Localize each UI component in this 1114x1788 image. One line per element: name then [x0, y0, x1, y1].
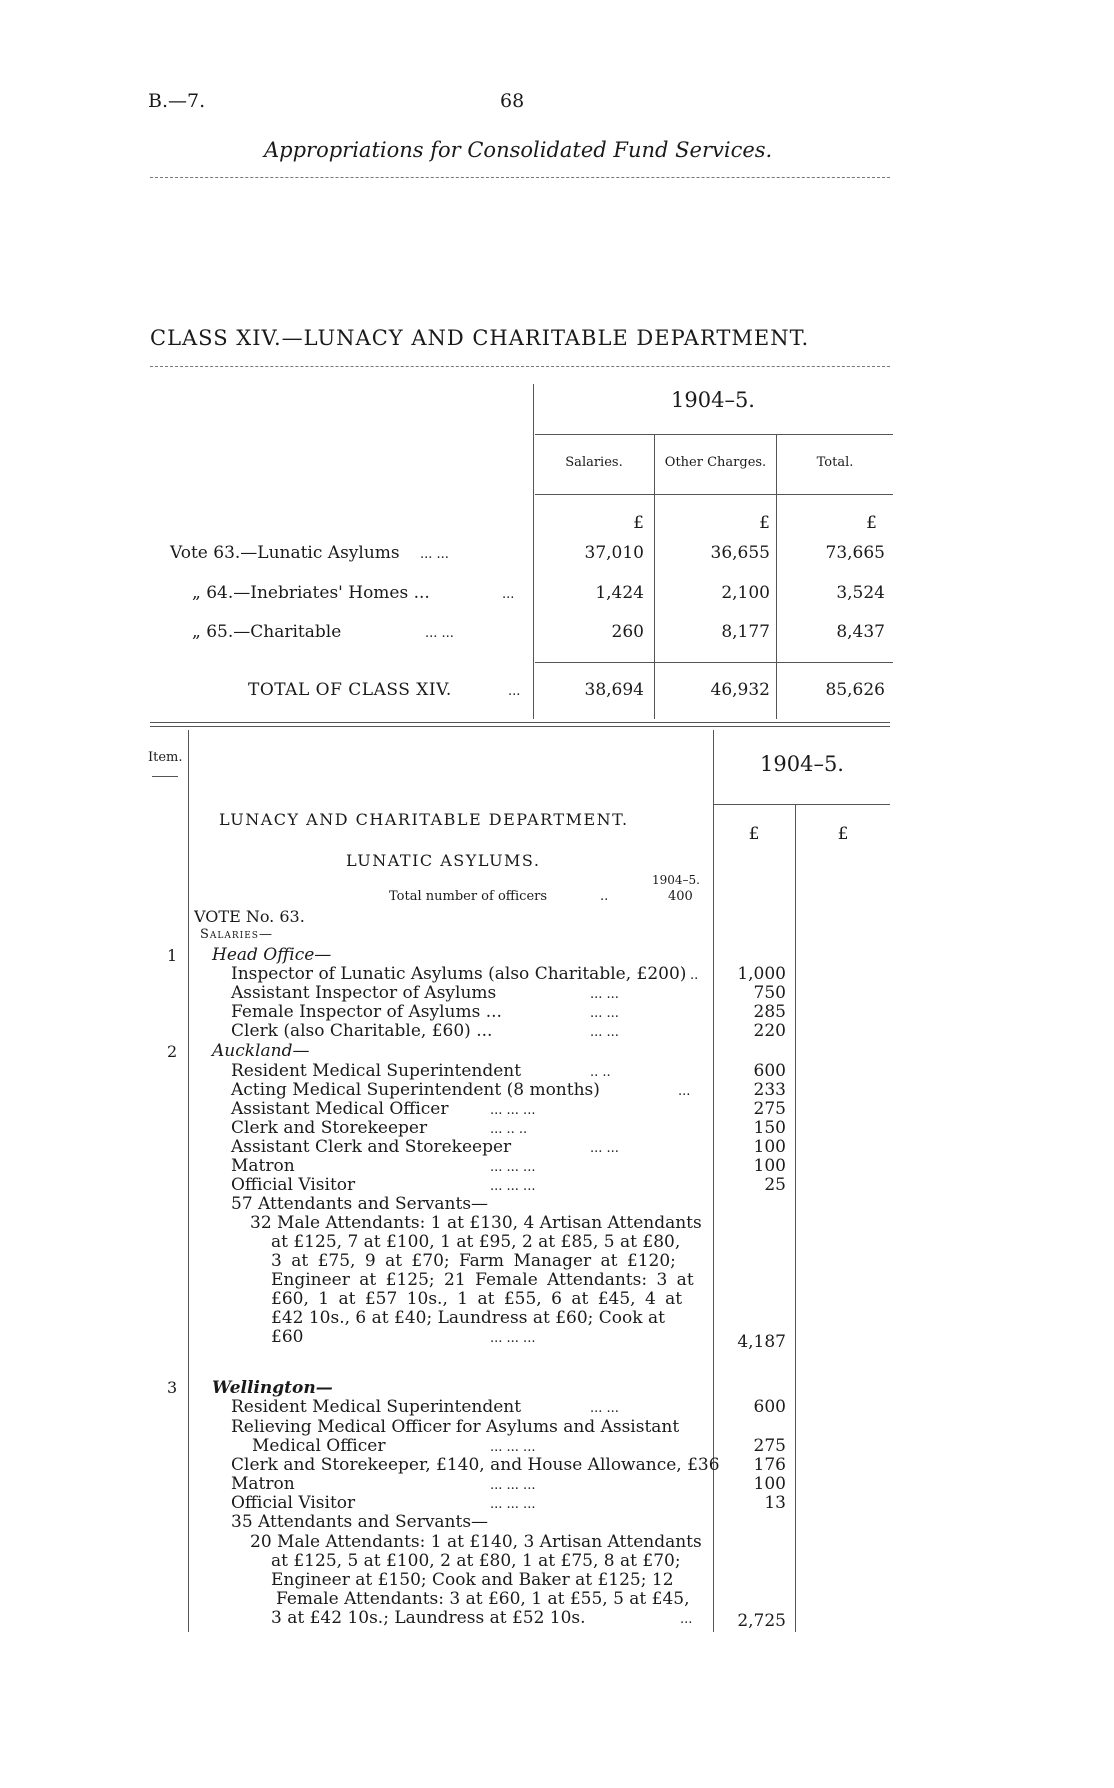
line-amount: 750 — [753, 983, 786, 1003]
group-heading: 35 Attendants and Servants— — [231, 1512, 489, 1532]
line-leader: ... ... ... — [490, 1478, 536, 1493]
line-text: Official Visitor — [231, 1175, 356, 1195]
summary-row-label: Vote 63.—Lunatic Asylums — [170, 543, 400, 563]
summary-total-other: 46,932 — [710, 680, 770, 700]
summary-row-leader: ... ... — [425, 626, 454, 641]
line-amount: 13 — [764, 1493, 786, 1513]
salaries-heading: Salaries— — [200, 927, 273, 942]
line-text: Relieving Medical Officer for Asylums and Assistant — [231, 1417, 680, 1437]
item-name: Auckland— — [212, 1041, 310, 1061]
item-name: Wellington— — [212, 1378, 333, 1398]
line-leader: ... ... ... — [490, 1103, 536, 1118]
group-heading: 57 Attendants and Servants— — [231, 1194, 489, 1214]
document-reference: B.—7. — [148, 90, 206, 112]
col-header-salaries: Salaries. — [565, 455, 623, 470]
currency-total: £ — [866, 513, 877, 533]
para-line: Engineer at £125; 21 Female Attendants: 3 at — [271, 1270, 694, 1290]
summary-total-label: TOTAL OF CLASS XIV. — [248, 680, 452, 700]
item-column-divider — [188, 730, 189, 1632]
line-leader: ... ... — [590, 987, 619, 1002]
line-text: Assistant Inspector of Asylums — [231, 983, 497, 1003]
line-leader: .. — [690, 968, 699, 983]
summary-year-rule — [535, 434, 893, 435]
line-leader: ... ... ... — [490, 1160, 536, 1175]
line-amount: 2,725 — [737, 1611, 786, 1631]
line-leader: ... ... ... — [490, 1497, 536, 1512]
section-rule-top — [150, 722, 890, 723]
summary-total-total: 85,626 — [825, 680, 885, 700]
line-text: Medical Officer — [252, 1436, 386, 1456]
summary-value-salaries: 260 — [611, 622, 644, 642]
line-amount: 100 — [753, 1156, 786, 1176]
line-amount: 150 — [753, 1118, 786, 1138]
summary-value-other: 2,100 — [721, 583, 770, 603]
line-text: Clerk (also Charitable, £60) ... — [231, 1021, 493, 1041]
detail-year: 1904–5. — [760, 752, 844, 776]
summary-row-label: „ 65.—Charitable — [192, 622, 342, 642]
col-header-total: Total. — [816, 455, 854, 470]
summary-year: 1904–5. — [671, 388, 755, 412]
para-line: Female Attendants: 3 at £60, 1 at £55, 5 at £45, — [276, 1589, 690, 1609]
item-column-header: Item. — [148, 750, 183, 765]
summary-value-total: 8,437 — [836, 622, 885, 642]
line-leader: ... ... — [590, 1006, 619, 1021]
summary-divider-mid — [654, 434, 655, 719]
item-number: 1 — [167, 946, 178, 965]
line-text: Female Inspector of Asylums ... — [231, 1002, 502, 1022]
line-amount: 100 — [753, 1474, 786, 1494]
summary-value-total: 73,665 — [825, 543, 885, 563]
line-text: Assistant Clerk and Storekeeper — [231, 1137, 512, 1157]
line-amount: 25 — [764, 1175, 786, 1195]
line-leader: ... — [678, 1084, 691, 1099]
line-text: Resident Medical Superintendent — [231, 1061, 522, 1081]
item-name: Head Office— — [212, 945, 332, 965]
line-text: Acting Medical Superintendent (8 months) — [231, 1080, 600, 1100]
line-amount: 176 — [753, 1455, 786, 1475]
line-text: Matron — [231, 1474, 295, 1494]
sub-heading: LUNATIC ASYLUMS. — [346, 851, 541, 870]
line-amount: 275 — [753, 1099, 786, 1119]
summary-value-total: 3,524 — [836, 583, 885, 603]
para-line: at £125, 7 at £100, 1 at £95, 2 at £85, 5 at £80, — [271, 1232, 681, 1252]
para-line: £60, 1 at £57 10s., 1 at £55, 6 at £45, 4 at — [271, 1289, 683, 1309]
summary-value-salaries: 1,424 — [595, 583, 644, 603]
detail-currency-b: £ — [837, 824, 849, 844]
para-line: Engineer at £150; Cook and Baker at £125; 12 — [271, 1570, 674, 1590]
currency-other: £ — [759, 513, 770, 533]
summary-total-rule — [535, 662, 893, 663]
line-amount: 233 — [753, 1080, 786, 1100]
line-leader: ... ... ... — [490, 1331, 536, 1346]
summary-total-salaries: 38,694 — [584, 680, 644, 700]
amount-subcolumn-divider — [795, 805, 796, 1632]
line-amount: 600 — [753, 1397, 786, 1417]
line-leader: ... ... ... — [490, 1179, 536, 1194]
header-rule — [150, 177, 890, 178]
line-text: Clerk and Storekeeper — [231, 1118, 428, 1138]
section-rule-bottom — [150, 726, 890, 727]
item-header-rule — [152, 776, 178, 777]
page-number: 68 — [500, 90, 525, 112]
detail-currency-a: £ — [748, 824, 760, 844]
line-leader: ... .. .. — [490, 1122, 528, 1137]
summary-row-leader: ... — [502, 587, 515, 602]
item-number: 2 — [167, 1042, 178, 1061]
officers-leader: .. — [600, 889, 609, 904]
item-number: 3 — [167, 1378, 178, 1397]
summary-row-leader: ... ... — [420, 547, 449, 562]
department-heading: LUNACY AND CHARITABLE DEPARTMENT. — [219, 810, 629, 829]
currency-salaries: £ — [633, 513, 644, 533]
para-line: 3 at £75, 9 at £70; Farm Manager at £120; — [271, 1251, 676, 1271]
line-text: Official Visitor — [231, 1493, 356, 1513]
summary-value-salaries: 37,010 — [584, 543, 644, 563]
line-text: Clerk and Storekeeper, £140, and House Allowance, £36 — [231, 1455, 720, 1475]
para-line: £60 — [271, 1327, 304, 1347]
page-title: Appropriations for Consolidated Fund Services. — [264, 138, 773, 162]
para-line: 20 Male Attendants: 1 at £140, 3 Artisan Attendants — [250, 1532, 702, 1552]
class-heading: CLASS XIV.—LUNACY AND CHARITABLE DEPARTMENT. — [150, 326, 810, 350]
para-line: £42 10s., 6 at £40; Laundress at £60; Cook at — [271, 1308, 665, 1328]
line-amount: 100 — [753, 1137, 786, 1157]
vote-number: VOTE No. 63. — [194, 907, 305, 926]
line-text: Resident Medical Superintendent — [231, 1397, 522, 1417]
officers-count: 400 — [668, 889, 693, 904]
line-leader: ... ... ... — [490, 1440, 536, 1455]
line-amount: 600 — [753, 1061, 786, 1081]
line-amount: 285 — [753, 1002, 786, 1022]
summary-row-label: „ 64.—Inebriates' Homes ... — [192, 583, 430, 603]
officers-label: Total number of officers — [389, 889, 548, 904]
summary-value-other: 8,177 — [721, 622, 770, 642]
summary-columns-rule — [535, 494, 893, 495]
line-amount: 275 — [753, 1436, 786, 1456]
summary-value-other: 36,655 — [710, 543, 770, 563]
officers-year: 1904–5. — [652, 873, 700, 887]
line-leader: ... ... — [590, 1141, 619, 1156]
summary-row-leader: ... — [508, 684, 521, 699]
line-leader: ... ... — [590, 1401, 619, 1416]
line-leader: ... — [680, 1612, 693, 1627]
para-line: 32 Male Attendants: 1 at £130, 4 Artisan Attendants — [250, 1213, 702, 1233]
line-text: Matron — [231, 1156, 295, 1176]
class-heading-rule — [150, 366, 890, 367]
line-leader: ... ... — [590, 1025, 619, 1040]
line-amount: 1,000 — [737, 964, 786, 984]
para-line: 3 at £42 10s.; Laundress at £52 10s. — [271, 1608, 586, 1628]
line-amount: 220 — [753, 1021, 786, 1041]
summary-divider-right — [776, 434, 777, 719]
col-header-other-charges: Other Charges. — [664, 455, 767, 470]
para-line: at £125, 5 at £100, 2 at £80, 1 at £75, 8 at £70; — [271, 1551, 681, 1571]
detail-year-rule — [714, 804, 890, 805]
line-text: Assistant Medical Officer — [231, 1099, 449, 1119]
line-amount: 4,187 — [737, 1332, 786, 1352]
line-text: Inspector of Lunatic Asylums (also Charitable, £200) — [231, 964, 687, 984]
line-leader: .. .. — [590, 1065, 611, 1080]
